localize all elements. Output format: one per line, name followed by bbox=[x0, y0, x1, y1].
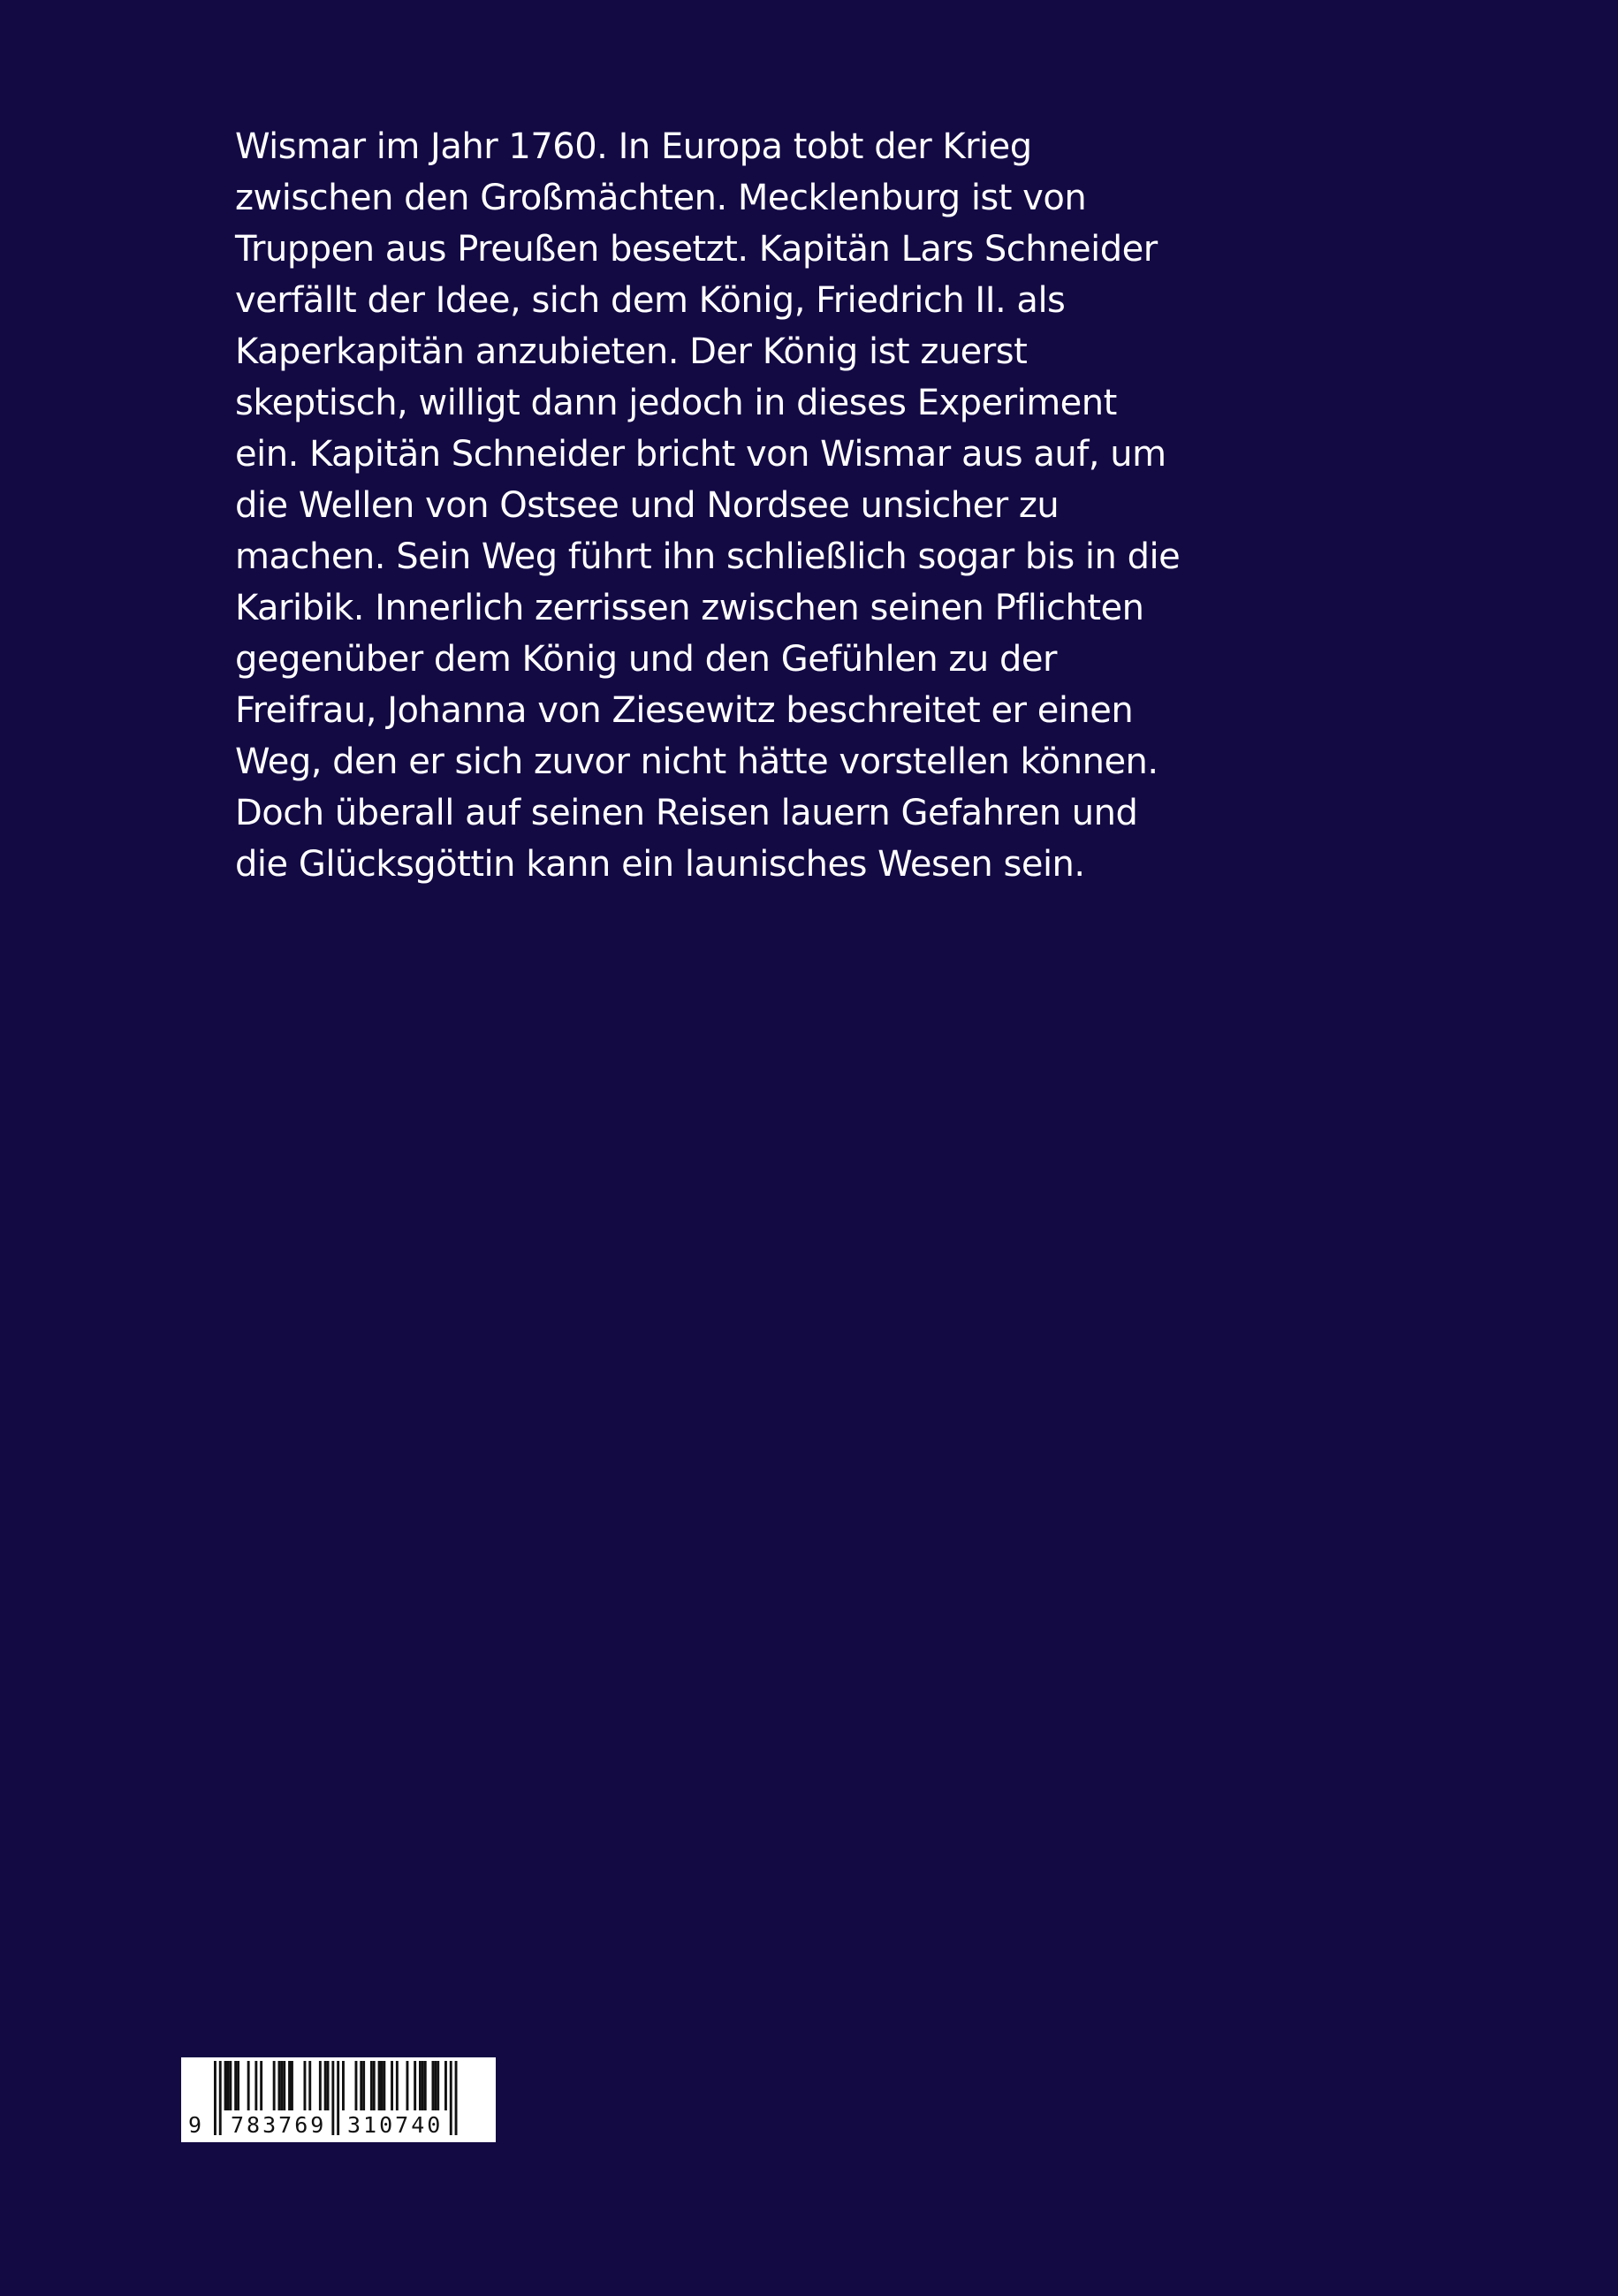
barcode-bar bbox=[319, 2061, 322, 2110]
barcode-digit-first: 9 bbox=[188, 2112, 205, 2138]
barcode-guard-bar bbox=[219, 2061, 222, 2135]
barcode-bar bbox=[304, 2061, 307, 2110]
barcode-guard-bar bbox=[450, 2061, 452, 2135]
barcode-guard-bar bbox=[214, 2061, 216, 2135]
blurb-line: Truppen aus Preußen besetzt. Kapitän Lars Schneider bbox=[235, 229, 1158, 270]
blurb-line: ein. Kapitän Schneider bricht von Wismar aus auf, um bbox=[235, 434, 1166, 475]
blurb-line: Kaperkapitän anzubieten. Der König ist zuerst bbox=[235, 331, 1028, 372]
barcode-bar bbox=[254, 2061, 257, 2110]
isbn-barcode bbox=[181, 2057, 496, 2142]
barcode-guard-bar bbox=[455, 2061, 458, 2135]
blurb-line: Wismar im Jahr 1760. In Europa tobt der Krieg bbox=[235, 126, 1032, 167]
barcode-bar bbox=[414, 2061, 416, 2110]
barcode-bar bbox=[342, 2061, 345, 2110]
barcode-bar bbox=[278, 2061, 281, 2110]
barcode-bar bbox=[283, 2061, 285, 2110]
barcode-bar bbox=[396, 2061, 399, 2110]
blurb-line: die Wellen von Ostsee und Nordsee unsicher zu bbox=[235, 485, 1060, 526]
blurb-line: Freifrau, Johanna von Ziesewitz beschreitet er einen bbox=[235, 690, 1134, 731]
blurb-line: verfällt der Idee, sich dem König, Friedrich II. als bbox=[235, 280, 1066, 321]
barcode-bar bbox=[444, 2061, 447, 2110]
barcode-bar bbox=[406, 2061, 409, 2110]
barcode-bar bbox=[308, 2061, 311, 2110]
barcode-bar bbox=[378, 2061, 381, 2110]
barcode-bar bbox=[432, 2061, 435, 2110]
barcode-bars bbox=[181, 2057, 496, 2142]
barcode-bar bbox=[434, 2061, 437, 2110]
blurb-line: Weg, den er sich zuvor nicht hätte vorstellen können. bbox=[235, 741, 1158, 782]
barcode-bar bbox=[327, 2061, 330, 2110]
barcode-digits-left: 783769 bbox=[231, 2112, 327, 2138]
barcode-bar bbox=[273, 2061, 276, 2110]
blurb-line: gegenüber dem König und den Gefühlen zu der bbox=[235, 639, 1057, 680]
barcode-bar bbox=[391, 2061, 393, 2110]
barcode-bar bbox=[224, 2061, 227, 2110]
barcode-bar bbox=[437, 2061, 439, 2110]
barcode-bar bbox=[355, 2061, 358, 2110]
barcode-bar bbox=[362, 2061, 365, 2110]
barcode-bar bbox=[360, 2061, 362, 2110]
barcode-bar bbox=[260, 2061, 262, 2110]
barcode-guard-bar bbox=[331, 2061, 334, 2135]
barcode-bar bbox=[424, 2061, 427, 2110]
blurb-text bbox=[235, 121, 1287, 890]
blurb-line: Karibik. Innerlich zerrissen zwischen seinen Pflichten bbox=[235, 588, 1144, 628]
barcode-bar bbox=[373, 2061, 376, 2110]
blurb-line: skeptisch, willigt dann jedoch in dieses Experiment bbox=[235, 383, 1117, 423]
barcode-bar bbox=[422, 2061, 424, 2110]
barcode-bar bbox=[419, 2061, 422, 2110]
barcode-bar bbox=[288, 2061, 291, 2110]
barcode-bar bbox=[229, 2061, 232, 2110]
barcode-bar bbox=[227, 2061, 230, 2110]
barcode-bar bbox=[234, 2061, 237, 2110]
barcode-bar bbox=[383, 2061, 385, 2110]
blurb-line: Doch überall auf seinen Reisen lauern Gefahren und bbox=[235, 793, 1138, 833]
blurb-line: die Glücksgöttin kann ein launisches Wesen sein. bbox=[235, 844, 1085, 885]
barcode-bar bbox=[237, 2061, 239, 2110]
barcode-bar bbox=[381, 2061, 384, 2110]
blurb-line: machen. Sein Weg führt ihn schließlich sogar bis in die bbox=[235, 536, 1181, 577]
barcode-bar bbox=[370, 2061, 373, 2110]
barcode-bar bbox=[247, 2061, 250, 2110]
barcode-bar bbox=[280, 2061, 283, 2110]
blurb-line: zwischen den Großmächten. Mecklenburg ist von bbox=[235, 178, 1087, 218]
barcode-digits-right: 310740 bbox=[347, 2112, 444, 2138]
barcode-bar bbox=[291, 2061, 293, 2110]
barcode-bar bbox=[324, 2061, 327, 2110]
barcode-guard-bar bbox=[337, 2061, 339, 2135]
